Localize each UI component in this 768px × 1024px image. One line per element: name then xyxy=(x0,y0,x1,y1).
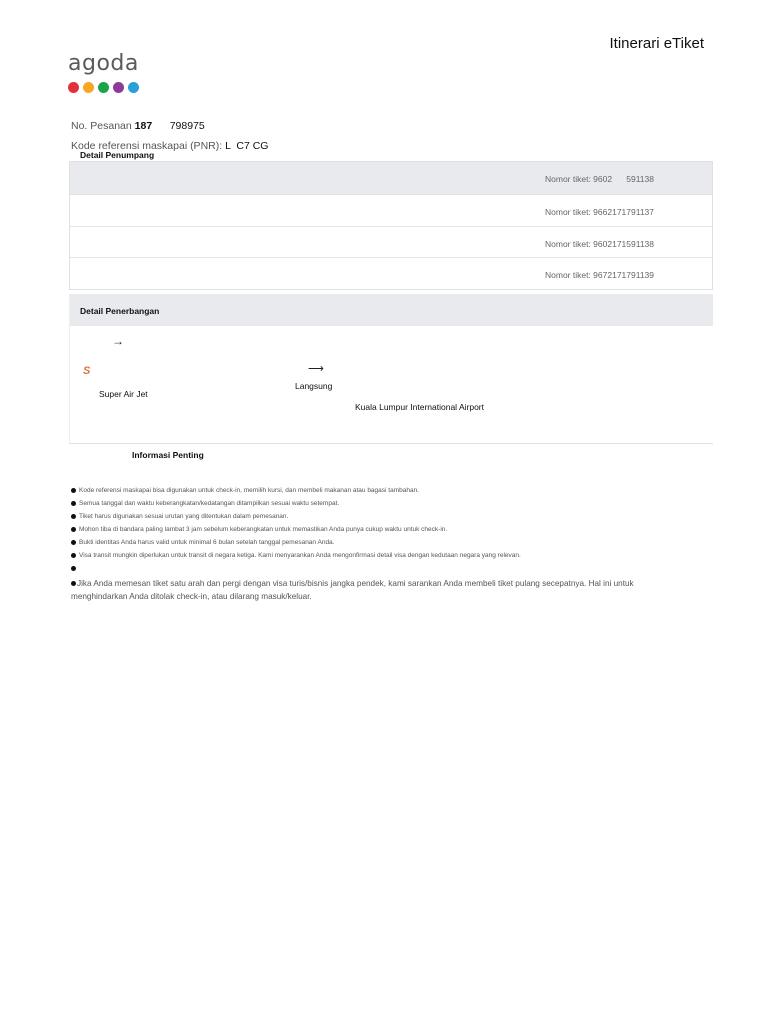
passenger-row xyxy=(70,226,712,258)
passenger-row xyxy=(70,194,712,226)
list-item xyxy=(71,497,691,510)
airline-name: Super Air Jet xyxy=(99,389,148,399)
bullet-icon xyxy=(71,501,76,506)
airline-logo-icon: S xyxy=(83,365,91,377)
flight-section-label: Detail Penerbangan xyxy=(80,306,160,316)
bullet-icon xyxy=(71,540,76,545)
booking-label: No. Pesanan xyxy=(71,120,132,132)
logo-dot-purple xyxy=(113,82,124,93)
list-item-text: Visa transit mungkin diperlukan untuk transit di negara ketiga. Kami menyarankan Anda mengonfirmasi detail visa dengan kedutaan negara yang relevan. xyxy=(79,552,521,559)
bullet-icon xyxy=(71,553,76,558)
list-item xyxy=(71,536,691,549)
list-item xyxy=(71,510,691,523)
pnr-value: L C7 CG xyxy=(225,140,269,152)
stop-label: Langsung xyxy=(295,381,333,391)
list-item-text: Bukti identitas Anda harus valid untuk minimal 6 bulan setelah tanggal pemesanan Anda. xyxy=(79,539,335,546)
passenger-row xyxy=(70,257,712,289)
flight-section-header xyxy=(70,294,713,326)
list-item xyxy=(71,549,691,562)
passenger-section-label: Detail Penumpang xyxy=(80,150,155,160)
arrival-airport: Kuala Lumpur International Airport xyxy=(355,402,484,412)
bullet-icon xyxy=(71,566,76,571)
route-arrow-icon: → xyxy=(112,334,124,348)
logo-wordmark: agoda xyxy=(68,51,139,76)
booking-value-b: 798975 xyxy=(169,120,205,132)
ticket-number: Nomor tiket: 9662171791137 xyxy=(545,207,655,217)
pnr-label: Kode referensi maskapai (PNR): xyxy=(71,140,223,152)
document-title: Itinerari eTiket xyxy=(609,35,704,52)
bullet-icon xyxy=(71,488,76,493)
list-item-last xyxy=(71,578,691,603)
list-item-text: Kode referensi maskapai bisa digunakan untuk check-in, memilih kursi, dan membeli makanan atau bagasi tambahan. xyxy=(79,487,419,494)
bullet-icon xyxy=(71,514,76,519)
logo-dot-yellow xyxy=(83,82,94,93)
important-info-label: Informasi Penting xyxy=(132,450,204,460)
logo-dot-blue xyxy=(128,82,139,93)
list-item xyxy=(71,523,691,536)
passenger-table xyxy=(69,161,713,290)
booking-value-a: 187 xyxy=(134,120,153,132)
direct-flight-arrow-icon: ⟶ xyxy=(308,363,324,375)
flight-details xyxy=(69,294,713,444)
important-info-list xyxy=(71,484,691,575)
agoda-logo xyxy=(68,52,139,93)
ticket-number: Nomor tiket: 9602171591138 xyxy=(545,238,655,249)
list-item xyxy=(71,484,691,497)
logo-dot-red xyxy=(68,82,79,93)
bullet-icon xyxy=(71,581,76,586)
ticket-number: Nomor tiket: 9602 591138 xyxy=(545,174,654,184)
logo-dot-green xyxy=(98,82,109,93)
bullet-icon xyxy=(71,527,76,532)
logo-dots xyxy=(68,82,139,93)
list-item xyxy=(71,562,691,575)
list-item-text: Tiket harus digunakan sesuai urutan yang ditentukan dalam pemesanan. xyxy=(79,513,289,520)
list-item-text: Mohon tiba di bandara paling lambat 3 jam sebelum keberangkatan untuk memastikan Anda punya cukup waktu untuk check-in. xyxy=(79,526,448,533)
passenger-row xyxy=(70,162,712,194)
list-item-text: Semua tanggal dan waktu keberangkatan/kedatangan ditampilkan sesuai waktu setempat. xyxy=(79,500,340,507)
booking-number xyxy=(71,120,205,132)
list-item-text: Jika Anda memesan tiket satu arah dan pergi dengan visa turis/bisnis jangka pendek, kami sarankan Anda membeli tiket pulang secepatnya. Hal ini untuk menghindarkan Anda ditolak check-in, atau dilarang masuk/keluar. xyxy=(71,579,634,601)
ticket-number: Nomor tiket: 9672171791139 xyxy=(545,270,655,280)
